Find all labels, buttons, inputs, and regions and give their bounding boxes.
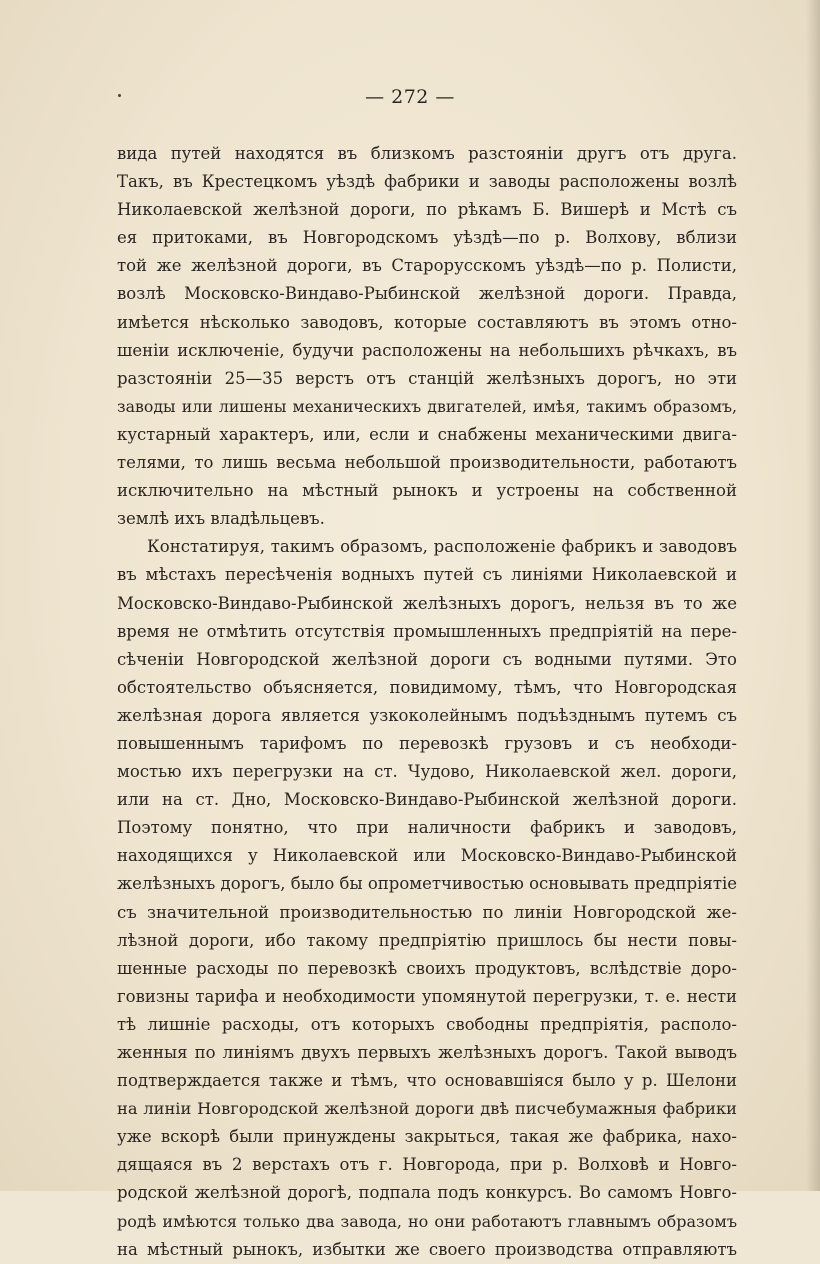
text-line: кустарный характеръ, или, если и снабжены механическими двига-	[117, 424, 737, 444]
text-line: имѣется нѣсколько заводовъ, которые составляютъ въ этомъ отно-	[117, 312, 737, 332]
text-line: мостью ихъ перегрузки на ст. Чудово, Николаевской жел. дороги,	[117, 762, 737, 782]
text-line: разстояніи 25—35 верстъ отъ станцій желѣзныхъ дорогъ, но эти	[117, 368, 737, 388]
text-line: шеніи исключеніе, будучи расположены на небольшихъ рѣчкахъ, въ	[117, 340, 737, 360]
page-spine-shadow	[806, 0, 820, 1191]
text-line: ея притоками, въ Новгородскомъ уѣздѣ—по р. Волхову, вблизи	[117, 228, 737, 248]
text-line: Поэтому понятно, что при наличности фабрикъ и заводовъ,	[117, 818, 737, 838]
text-line: съ значительной производительностью по линіи Новгородской же-	[117, 902, 737, 922]
text-line: возлѣ Московско-Виндаво-Рыбинской желѣзной дороги. Правда,	[117, 284, 737, 304]
text-line: на мѣстный рынокъ, избытки же своего производства отправляютъ	[117, 1239, 737, 1259]
text-line: время не отмѣтить отсутствія промышленныхъ предпріятій на пере-	[117, 621, 737, 641]
text-line: желѣзныхъ дорогъ, было бы опрометчивостью основывать предпріятіе	[117, 874, 737, 894]
page-number: — 272 —	[365, 86, 455, 108]
text-line: заводы или лишены механическихъ двигателей, имѣя, такимъ образомъ,	[117, 396, 737, 416]
text-line: на линіи Новгородской желѣзной дороги двѣ писчебумажныя фабрики	[117, 1099, 737, 1119]
text-line: повышеннымъ тарифомъ по перевозкѣ грузовъ и съ необходи-	[117, 733, 737, 753]
text-line: Такъ, въ Крестецкомъ уѣздѣ фабрики и заводы расположены возлѣ	[117, 172, 737, 192]
text-line: желѣзная дорога является узкоколейнымъ подъѣзднымъ путемъ съ	[117, 705, 737, 725]
text-line: или на ст. Дно, Московско-Виндаво-Рыбинской желѣзной дороги.	[117, 790, 737, 810]
text-line: тѣ лишніе расходы, отъ которыхъ свободны предпріятія, располо-	[117, 1014, 737, 1034]
text-line: сѣченіи Новгородской желѣзной дороги съ водными путями. Это	[117, 649, 737, 669]
text-line: Николаевской желѣзной дороги, по рѣкамъ Б. Вишерѣ и Мстѣ съ	[117, 200, 737, 220]
text-line: женныя по линіямъ двухъ первыхъ желѣзныхъ дорогъ. Такой выводъ	[117, 1043, 737, 1062]
text-line: землѣ ихъ владѣльцевъ.	[117, 509, 325, 529]
body-text	[117, 140, 737, 1264]
text-line: говизны тарифа и необходимости упомянутой перегрузки, т. е. нести	[117, 986, 737, 1006]
text-line: подтверждается также и тѣмъ, что основавшіяся было у р. Шелони	[117, 1071, 737, 1091]
text-line: родѣ имѣются только два завода, но они работаютъ главнымъ образомъ	[117, 1211, 737, 1231]
text-line: дящаяся въ 2 верстахъ отъ г. Новгорода, при р. Волховѣ и Новго-	[117, 1155, 737, 1175]
text-line: лѣзной дороги, ибо такому предпріятію пришлось бы нести повы-	[117, 930, 737, 950]
text-line: шенные расходы по перевозкѣ своихъ продуктовъ, вслѣдствіе доро-	[117, 958, 737, 978]
text-line: Констатируя, такимъ образомъ, расположеніе фабрикъ и заводовъ	[147, 537, 737, 557]
text-line: вида путей находятся въ близкомъ разстояніи другъ отъ друга.	[117, 144, 737, 163]
text-line: исключительно на мѣстный рынокъ и устроены на собственной	[117, 481, 737, 501]
text-line: той же желѣзной дороги, въ Старорусскомъ уѣздѣ—по р. Полисти,	[117, 256, 737, 276]
text-line: уже вскорѣ были принуждены закрыться, такая же фабрика, нахо-	[117, 1127, 737, 1147]
text-line: родской желѣзной дорогѣ, подпала подъ конкурсъ. Во самомъ Новго-	[117, 1183, 737, 1203]
text-line: Московско-Виндаво-Рыбинской желѣзныхъ дорогъ, нельзя въ то же	[117, 593, 737, 613]
text-line: находящихся у Николаевской или Московско-Виндаво-Рыбинской	[117, 846, 737, 866]
text-line: телями, то лишь весьма небольшой производительности, работаютъ	[117, 453, 737, 473]
text-line: въ мѣстахъ пересѣченія водныхъ путей съ линіями Николаевской и	[117, 565, 737, 585]
text-line: обстоятельство объясняется, повидимому, тѣмъ, что Новгородская	[117, 677, 737, 697]
